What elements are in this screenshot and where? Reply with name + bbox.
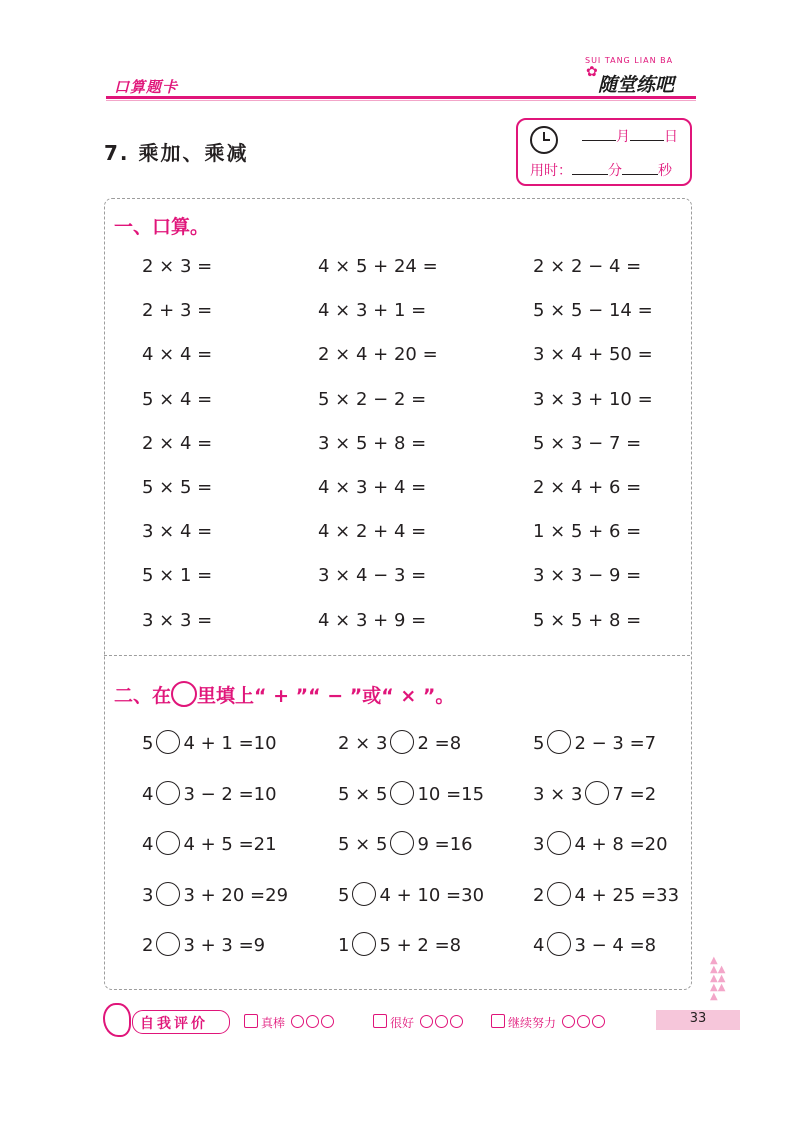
problem-left: 1 <box>338 935 350 956</box>
date-row <box>582 126 678 146</box>
operator-problem <box>142 932 265 956</box>
second-label: 秒 <box>658 163 672 179</box>
problem-right: 4 + 25 =33 <box>574 885 680 906</box>
book-series-title: 口算题卡 <box>114 78 179 96</box>
calc-problem: 5 × 5 − 14 = <box>533 300 653 321</box>
smiley-icon <box>562 1015 575 1028</box>
problem-left: 5 × 5 <box>338 784 388 805</box>
eval-option-keep-trying-label: 继续努力 <box>508 1016 557 1030</box>
day-blank[interactable] <box>630 140 664 141</box>
section1-title: 一、口算。 <box>114 216 210 238</box>
second-blank[interactable] <box>622 174 658 175</box>
minute-label: 分 <box>608 163 622 179</box>
smiley-icon <box>592 1015 605 1028</box>
calc-problem: 4 × 3 + 9 = <box>318 610 427 631</box>
problem-left: 5 <box>533 733 545 754</box>
problem-left: 4 <box>142 834 154 855</box>
problem-left: 3 <box>533 834 545 855</box>
calc-problem: 2 × 4 = <box>142 433 213 454</box>
calc-problem: 2 × 4 + 6 = <box>533 477 642 498</box>
checkbox[interactable] <box>373 1014 387 1028</box>
calc-problem: 2 × 4 + 20 = <box>318 344 438 365</box>
smiley-icon <box>291 1015 304 1028</box>
eval-option-good-label: 很好 <box>390 1016 415 1030</box>
header-divider-thin <box>106 100 696 101</box>
problem-right: 2 =8 <box>417 733 462 754</box>
page-number: 33 <box>689 1011 707 1026</box>
operator-problem <box>338 932 461 956</box>
operator-problem <box>533 831 668 855</box>
month-label: 月 <box>616 129 630 145</box>
answer-circle[interactable] <box>547 831 571 855</box>
operator-problem <box>142 882 288 906</box>
problem-left: 2 × 3 <box>338 733 388 754</box>
calc-problem: 3 × 3 = <box>142 610 213 631</box>
smiley-icon <box>306 1015 319 1028</box>
lesson-title: 7. 乘加、乘减 <box>104 141 249 165</box>
problem-right: 3 − 4 =8 <box>574 935 657 956</box>
problem-left: 3 × 3 <box>533 784 583 805</box>
problem-right: 4 + 8 =20 <box>574 834 668 855</box>
calc-problem: 4 × 2 + 4 = <box>318 521 427 542</box>
answer-circle[interactable] <box>547 882 571 906</box>
brand-title: 随堂练吧 <box>598 74 675 96</box>
smiley-icon <box>420 1015 433 1028</box>
calc-problem: 5 × 2 − 2 = <box>318 389 427 410</box>
calc-problem: 3 × 4 − 3 = <box>318 565 427 586</box>
answer-circle[interactable] <box>156 730 180 754</box>
section-divider <box>104 655 690 656</box>
problem-right: 10 =15 <box>417 784 485 805</box>
answer-circle[interactable] <box>390 831 414 855</box>
calc-problem: 2 × 3 = <box>142 256 213 277</box>
answer-circle[interactable] <box>390 781 414 805</box>
problem-left: 4 <box>142 784 154 805</box>
answer-circle[interactable] <box>585 781 609 805</box>
eval-option-keep-trying[interactable] <box>491 1014 605 1031</box>
calc-problem: 3 × 3 − 9 = <box>533 565 642 586</box>
answer-circle[interactable] <box>156 882 180 906</box>
minute-blank[interactable] <box>572 174 608 175</box>
operator-problem <box>142 730 277 754</box>
problem-left: 3 <box>142 885 154 906</box>
operator-problem <box>338 831 473 855</box>
smiley-icon <box>435 1015 448 1028</box>
calc-problem: 3 × 5 + 8 = <box>318 433 427 454</box>
calc-problem: 3 × 4 + 50 = <box>533 344 653 365</box>
answer-circle[interactable] <box>156 932 180 956</box>
operator-problem <box>338 730 461 754</box>
calc-problem: 5 × 1 = <box>142 565 213 586</box>
answer-circle[interactable] <box>156 781 180 805</box>
calc-problem: 4 × 3 + 1 = <box>318 300 427 321</box>
problem-right: 9 =16 <box>417 834 473 855</box>
answer-circle[interactable] <box>352 882 376 906</box>
brand-pinyin: SUI TANG LIAN BA <box>585 56 674 65</box>
problem-left: 2 <box>142 935 154 956</box>
month-blank[interactable] <box>582 140 616 141</box>
problem-right: 5 + 2 =8 <box>379 935 462 956</box>
problem-right: 4 + 10 =30 <box>379 885 485 906</box>
eval-option-great-label: 真棒 <box>261 1016 286 1030</box>
smiley-icon <box>450 1015 463 1028</box>
time-label: 用时： <box>530 163 572 179</box>
operator-problem <box>338 882 484 906</box>
problem-right: 3 − 2 =10 <box>183 784 277 805</box>
problem-left: 5 × 5 <box>338 834 388 855</box>
problem-right: 4 + 1 =10 <box>183 733 277 754</box>
operator-problem <box>533 932 656 956</box>
time-row <box>530 160 672 180</box>
calc-problem: 5 × 3 − 7 = <box>533 433 642 454</box>
day-label: 日 <box>664 129 678 145</box>
answer-circle[interactable] <box>547 932 571 956</box>
calc-problem: 2 × 2 − 4 = <box>533 256 642 277</box>
operator-problem <box>142 831 277 855</box>
smiley-icon <box>321 1015 334 1028</box>
calc-problem: 5 × 5 = <box>142 477 213 498</box>
calc-problem: 5 × 4 = <box>142 389 213 410</box>
operator-problem <box>142 781 277 805</box>
calc-problem: 3 × 4 = <box>142 521 213 542</box>
calc-problem: 1 × 5 + 6 = <box>533 521 642 542</box>
answer-circle[interactable] <box>547 730 571 754</box>
calc-problem: 2 + 3 = <box>142 300 213 321</box>
header-divider <box>106 96 696 99</box>
self-evaluation-label: 自我评价 <box>140 1016 208 1032</box>
problem-left: 4 <box>533 935 545 956</box>
operator-problem <box>533 781 656 805</box>
problem-right: 4 + 5 =21 <box>183 834 277 855</box>
decorative-triangles-icon: ▲ ▲▲ ▲▲ ▲▲ ▲ <box>710 955 726 1002</box>
problem-right: 3 + 20 =29 <box>183 885 289 906</box>
answer-circle[interactable] <box>156 831 180 855</box>
checkbox[interactable] <box>244 1014 258 1028</box>
operator-problem <box>338 781 484 805</box>
section2-title <box>114 681 454 708</box>
alarm-clock-icon <box>530 126 558 154</box>
problem-left: 5 <box>338 885 350 906</box>
calc-problem: 4 × 3 + 4 = <box>318 477 427 498</box>
smiley-icon <box>577 1015 590 1028</box>
eval-option-great[interactable] <box>244 1014 334 1031</box>
problem-right: 2 − 3 =7 <box>574 733 657 754</box>
problem-left: 5 <box>142 733 154 754</box>
circle-icon <box>171 681 197 707</box>
problem-left: 2 <box>533 885 545 906</box>
checkbox[interactable] <box>491 1014 505 1028</box>
calc-problem: 4 × 5 + 24 = <box>318 256 438 277</box>
problem-right: 7 =2 <box>612 784 657 805</box>
answer-circle[interactable] <box>352 932 376 956</box>
dolphin-mascot-icon <box>103 1003 131 1037</box>
eval-option-good[interactable] <box>373 1014 463 1031</box>
section2-title-a: 二、在 <box>114 685 172 707</box>
operator-problem <box>533 882 679 906</box>
calc-problem: 3 × 3 + 10 = <box>533 389 653 410</box>
problem-right: 3 + 3 =9 <box>183 935 266 956</box>
answer-circle[interactable] <box>390 730 414 754</box>
calc-problem: 4 × 4 = <box>142 344 213 365</box>
calc-problem: 5 × 5 + 8 = <box>533 610 642 631</box>
operator-problem <box>533 730 656 754</box>
section2-title-b: 里填上“ + ”“ − ”或“ × ”。 <box>197 685 455 707</box>
flower-icon: ✿ <box>586 64 598 80</box>
